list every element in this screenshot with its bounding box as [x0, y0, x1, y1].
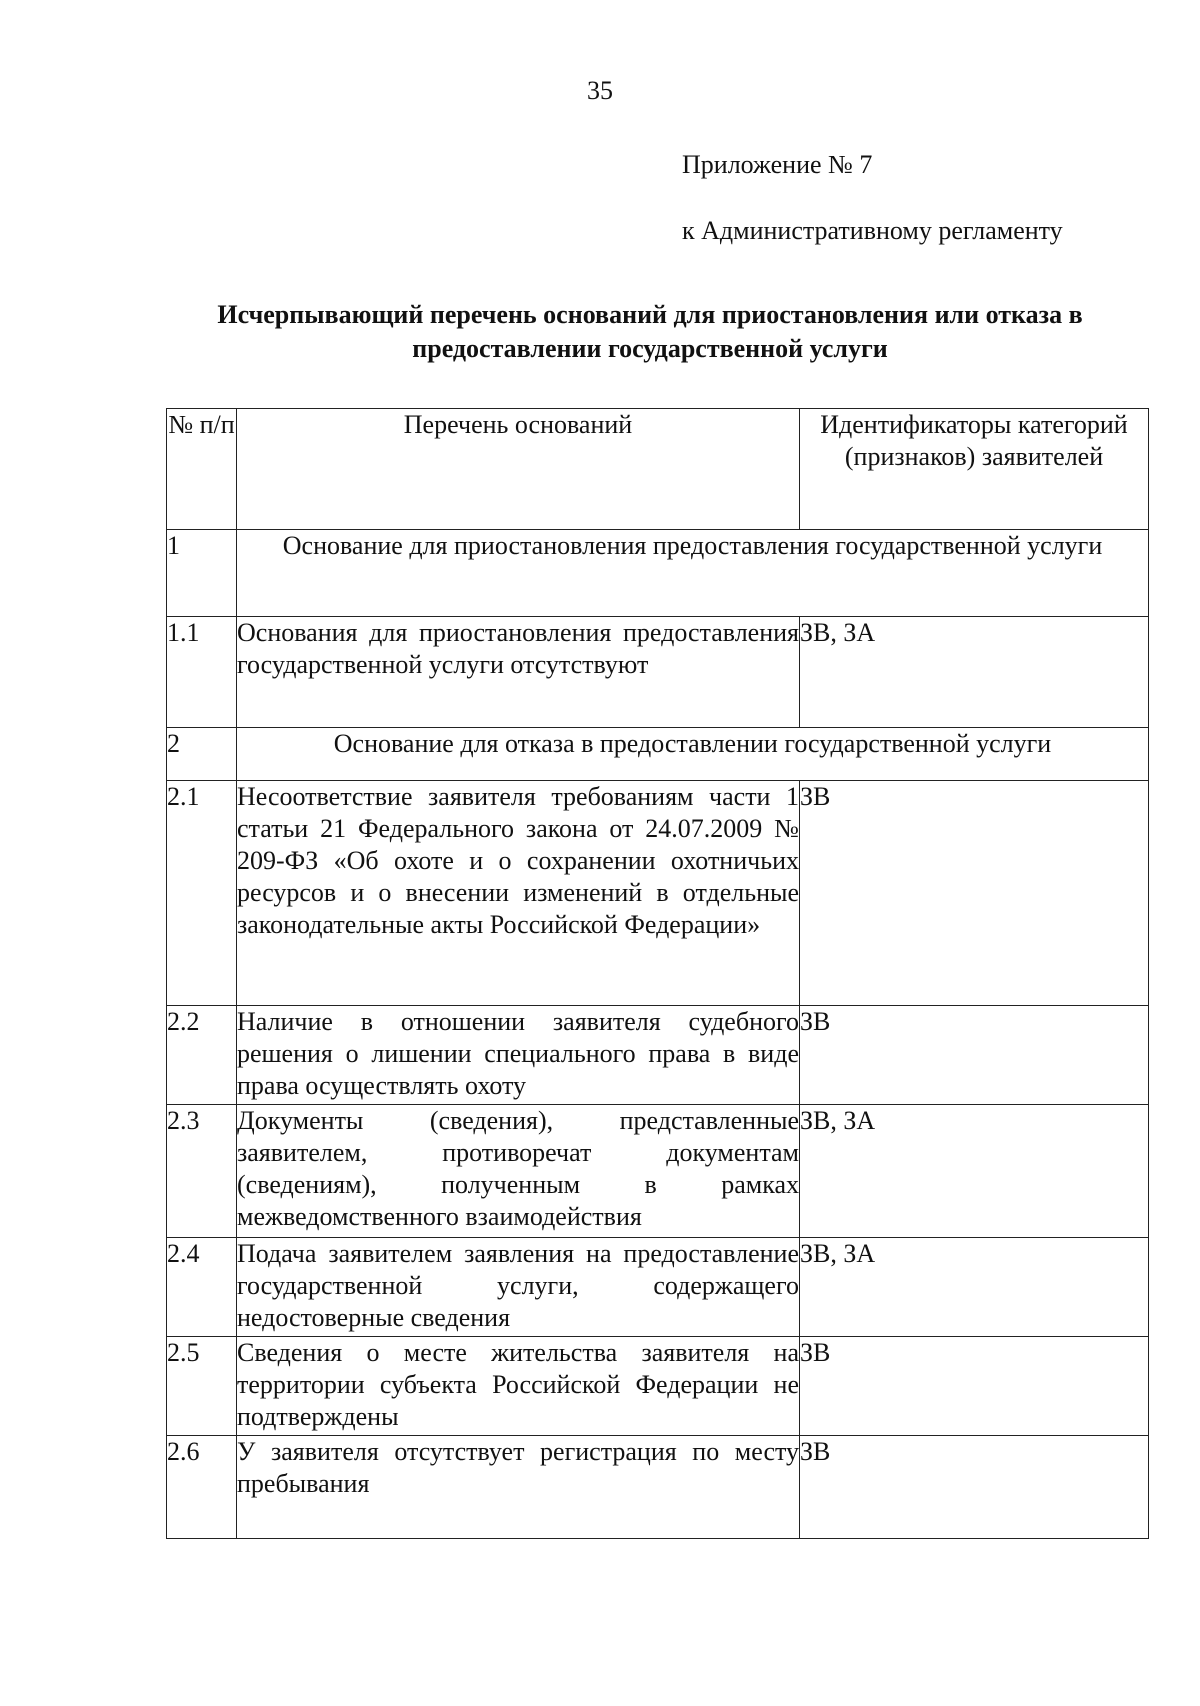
grounds-table — [166, 408, 1149, 1539]
appendix-number: Приложение № 7 — [682, 150, 873, 179]
table-header-row — [167, 409, 1149, 530]
ground-text: Основания для приостановления предоставления государственной услуги отсутствуют — [237, 617, 800, 728]
row-number: 2 — [167, 728, 237, 781]
applicant-ids: ЗВ — [800, 1436, 1149, 1539]
row-number: 1 — [167, 530, 237, 617]
ground-text: Сведения о месте жительства заявителя на территории субъекта Российской Федерации не подтверждены — [237, 1337, 800, 1436]
ground-text: Документы (сведения), представленные заявителем, противоречат документам (сведениям), полученным в рамках межведомственного взаимодействия — [237, 1105, 800, 1238]
header-applicant-ids: Идентификаторы категорий (признаков) заявителей — [800, 409, 1149, 530]
table-row — [167, 1105, 1149, 1238]
row-number: 2.1 — [167, 781, 237, 1006]
applicant-ids: ЗВ — [800, 1006, 1149, 1105]
section-row — [167, 530, 1149, 617]
table-row — [167, 1436, 1149, 1539]
page-number: 35 — [587, 76, 613, 105]
section-heading: Основание для отказа в предоставлении государственной услуги — [237, 728, 1149, 781]
row-number: 2.3 — [167, 1105, 237, 1238]
applicant-ids: ЗВ, ЗА — [800, 1105, 1149, 1238]
ground-text: Подача заявителем заявления на предоставление государственной услуги, содержащего недостоверные сведения — [237, 1238, 800, 1337]
header-number: № п/п — [167, 409, 237, 530]
ground-text: У заявителя отсутствует регистрация по месту пребывания — [237, 1436, 800, 1539]
applicant-ids: ЗВ — [800, 1337, 1149, 1436]
applicant-ids: ЗВ, ЗА — [800, 617, 1149, 728]
applicant-ids: ЗВ — [800, 781, 1149, 1006]
row-number: 2.6 — [167, 1436, 237, 1539]
applicant-ids: ЗВ, ЗА — [800, 1238, 1149, 1337]
section-heading: Основание для приостановления предоставления государственной услуги — [237, 530, 1149, 617]
table-row — [167, 1006, 1149, 1105]
row-number: 2.4 — [167, 1238, 237, 1337]
row-number: 2.2 — [167, 1006, 237, 1105]
table-row — [167, 1337, 1149, 1436]
table-row — [167, 781, 1149, 1006]
appendix-reference: к Административному регламенту — [682, 216, 1063, 245]
table-row — [167, 617, 1149, 728]
section-row — [167, 728, 1149, 781]
ground-text: Несоответствие заявителя требованиям части 1 статьи 21 Федерального закона от 24.07.2009 № 209-ФЗ «Об охоте и о сохранении охотничьих ресурсов и о внесении изменений в отдельные законодательные акты Российской Федерации» — [237, 781, 800, 1006]
ground-text: Наличие в отношении заявителя судебного решения о лишении специального права в виде права осуществлять охоту — [237, 1006, 800, 1105]
header-grounds: Перечень оснований — [237, 409, 800, 530]
document-title: Исчерпывающий перечень оснований для приостановления или отказа в предоставлении государственной услуги — [217, 300, 1083, 363]
row-number: 2.5 — [167, 1337, 237, 1436]
row-number: 1.1 — [167, 617, 237, 728]
table-row — [167, 1238, 1149, 1337]
